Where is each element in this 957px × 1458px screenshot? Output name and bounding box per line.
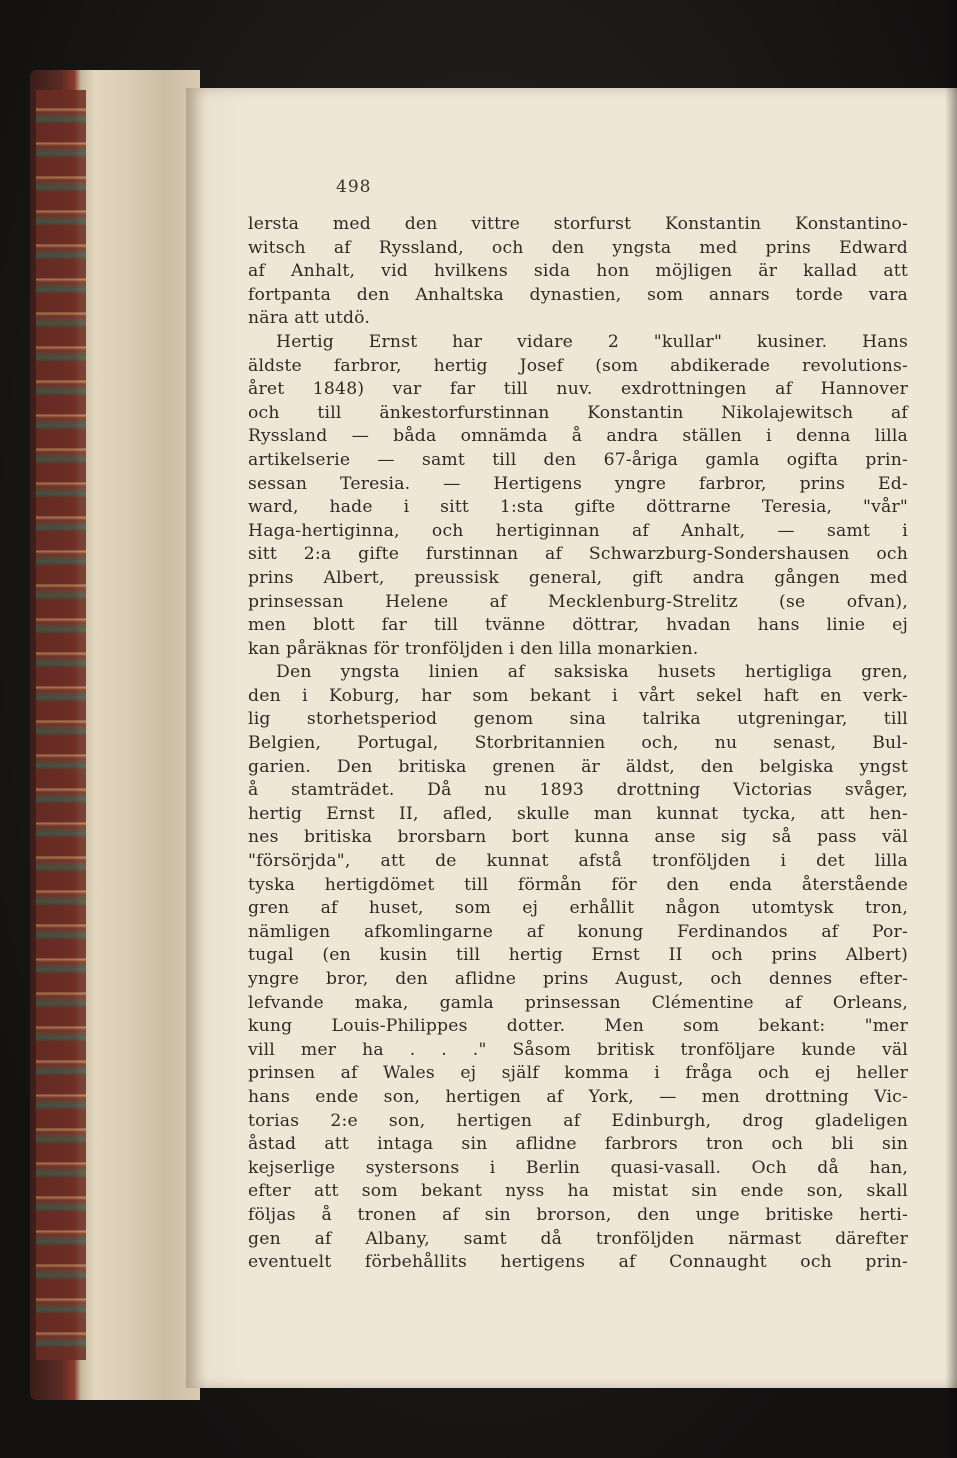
text-line: garien. Den britiska grenen är äldst, den belgiska yngst xyxy=(248,756,908,777)
text-line: hans ende son, hertigen af York, — men drottning Vic- xyxy=(248,1086,908,1107)
text-line: och till änkestorfurstinnan Konstantin Nikolajewitsch af xyxy=(248,402,908,423)
text-line: gren af huset, som ej erhållit någon utomtysk tron, xyxy=(248,898,908,919)
body-text xyxy=(248,213,908,1275)
page-number: 498 xyxy=(336,177,372,197)
text-line: prins Albert, preussisk general, gift andra gången med xyxy=(248,567,908,588)
text-line: vill mer ha . . ." Såsom britisk tronföljare kunde väl xyxy=(248,1039,908,1060)
page-shadow xyxy=(945,0,957,1458)
text-line: sessan Teresia. — Hertigens yngre farbror, prins Ed- xyxy=(248,473,908,494)
text-line: yngre bror, den aflidne prins August, och dennes efter- xyxy=(248,969,908,989)
text-line: Belgien, Portugal, Storbritannien och, nu senast, Bul- xyxy=(248,733,908,754)
text-line: gen af Albany, samt då tronföljden närmast därefter xyxy=(248,1228,908,1249)
text-line: sitt 2:a gifte furstinnan af Schwarzburg-Sondershausen och xyxy=(248,544,908,565)
text-line: den i Koburg, har som bekant i vårt sekel haft en verk- xyxy=(248,685,908,706)
text-line: lefvande maka, gamla prinsessan Clémentine af Orleans, xyxy=(248,992,908,1013)
text-line: kung Louis-Philippes dotter. Men som bekant: "mer xyxy=(248,1016,908,1037)
text-line: Haga-hertiginna, och hertiginnan af Anhalt, — samt i xyxy=(248,520,908,541)
text-line: efter att som bekant nyss ha mistat sin ende son, skall xyxy=(248,1181,908,1202)
text-line: lig storhetsperiod genom sina talrika utgreningar, till xyxy=(248,709,908,730)
text-line: hertig Ernst II, afled, skulle man kunnat tycka, att hen- xyxy=(248,803,908,824)
text-line: eventuelt förbehållits hertigens af Connaught och prin- xyxy=(248,1252,908,1273)
text-line: witsch af Ryssland, och den yngsta med prins Edward xyxy=(248,237,908,258)
text-line: följas å tronen af sin brorson, den unge britiske herti- xyxy=(248,1204,908,1225)
text-line: tyska hertigdömet till förmån för den enda återstående xyxy=(248,874,908,895)
text-line: ward, hade i sitt 1:sta gifte döttrarne Teresia, "vår" xyxy=(248,497,908,518)
text-line: Hertig Ernst har vidare 2 "kullar" kusiner. Hans xyxy=(276,331,908,352)
text-line: fortpanta den Anhaltska dynastien, som annars torde vara xyxy=(248,284,908,305)
text-line: prinsessan Helene af Mecklenburg-Strelitz (se ofvan), xyxy=(248,591,908,612)
text-line: men blott far till tvänne döttrar, hvadan hans linie ej xyxy=(248,615,908,636)
text-line: tugal (en kusin till hertig Ernst II och prins Albert) xyxy=(248,945,908,966)
text-line: nämligen afkomlingarne af konung Ferdinandos af Por- xyxy=(248,921,908,942)
text-line: af Anhalt, vid hvilkens sida hon möjligen är kallad att xyxy=(248,261,908,282)
text-line: nes britiska brorsbarn bort kunna anse sig så pass väl xyxy=(248,827,908,848)
spine-decoration xyxy=(36,90,86,1360)
text-line: lersta med den vittre storfurst Konstantin Konstantino- xyxy=(248,214,908,234)
text-line: å stamträdet. Då nu 1893 drottning Victorias svåger, xyxy=(248,780,908,801)
text-line: torias 2:e son, hertigen af Edinburgh, drog gladeligen xyxy=(248,1110,908,1131)
text-line: kan påräknas för tronföljden i den lilla monarkien. xyxy=(248,638,699,659)
text-line: åstad att intaga sin aflidne farbrors tron och bli sin xyxy=(248,1134,908,1155)
text-line: Den yngsta linien af saksiska husets hertigliga gren, xyxy=(276,662,908,683)
text-line: året 1848) var far till nuv. exdrottningen af Hannover xyxy=(248,379,908,400)
text-line: artikelserie — samt till den 67-åriga gamla ogifta prin- xyxy=(248,449,908,470)
text-line: prinsen af Wales ej själf komma i fråga och ej heller xyxy=(248,1063,908,1084)
text-line: "försörjda", att de kunnat afstå tronföljden i det lilla xyxy=(248,851,908,872)
text-line: nära att utdö. xyxy=(248,308,371,329)
text-line: äldste farbror, hertig Josef (som abdikerade revolutions- xyxy=(248,355,908,376)
text-line: kejserlige systersons i Berlin quasi-vasall. Och då han, xyxy=(248,1157,908,1178)
text-line: Ryssland — båda omnämda å andra ställen i denna lilla xyxy=(248,426,908,447)
